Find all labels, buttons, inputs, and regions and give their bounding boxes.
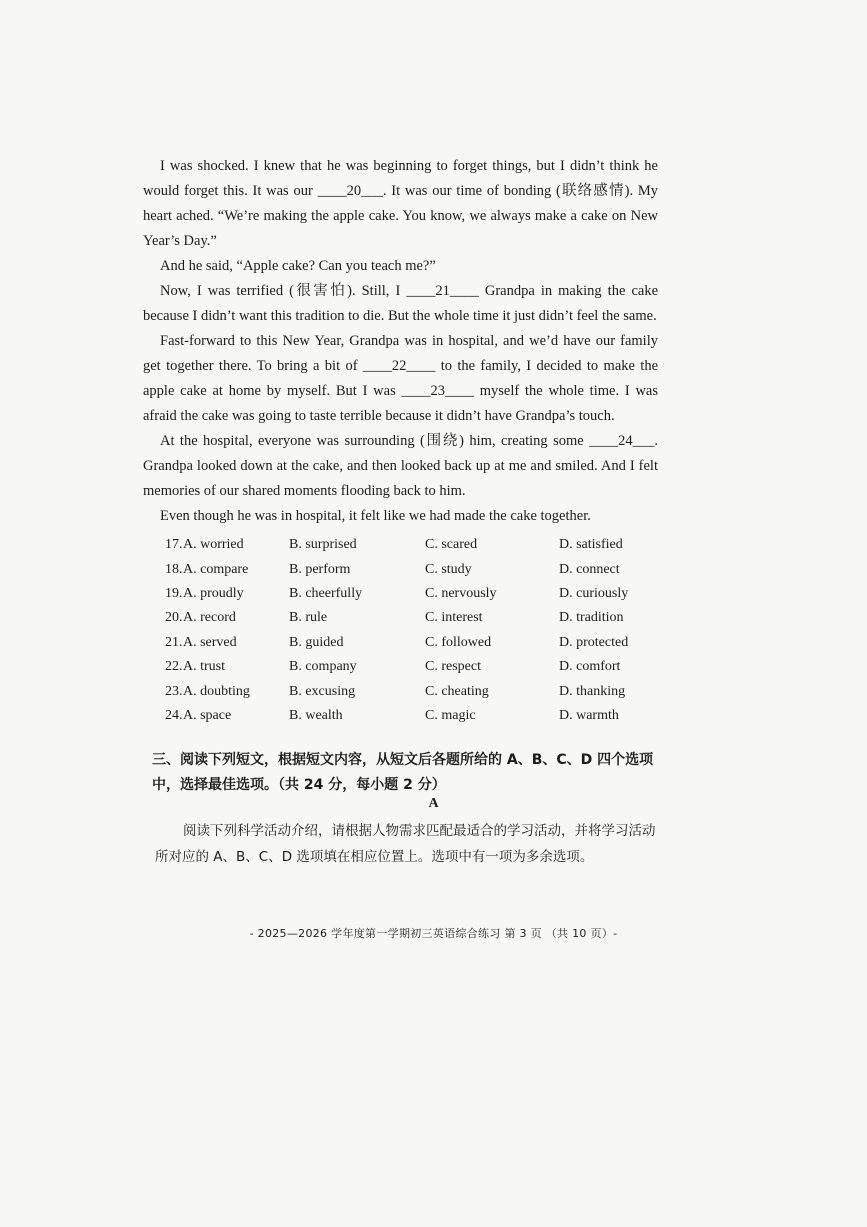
question-number: 19. bbox=[165, 585, 183, 601]
answer-options bbox=[165, 533, 655, 728]
question-number: 22. bbox=[165, 659, 183, 675]
option-row bbox=[165, 533, 655, 557]
option-c: C. interest bbox=[425, 610, 483, 626]
paragraph-6: Even though he was in hospital, it felt like we had made the cake together. bbox=[160, 508, 591, 524]
paragraph-4: Fast-forward to this New Year, Grandpa was in hospital, and we’d have our family get together there. To bring a bit of ____22____ to the family, I decided to make the apple cake at home by myself. But I was ____23____ myself the whole time. I was afraid the cake was going to taste terrible because it didn’t have Grandpa’s touch. bbox=[143, 333, 658, 424]
section-heading: 三、阅读下列短文，根据短文内容，从短文后各题所给的 A、B、C、D 四个选项中，选择最佳选项。（共 24 分，每小题 2 分） bbox=[152, 752, 654, 793]
option-a: A. worried bbox=[183, 537, 244, 553]
question-number: 23. bbox=[165, 683, 183, 699]
passage bbox=[143, 154, 658, 529]
option-a: A. record bbox=[183, 610, 236, 626]
option-a: A. trust bbox=[183, 659, 225, 675]
option-row bbox=[165, 679, 655, 703]
option-b: B. perform bbox=[289, 561, 351, 577]
option-b: B. rule bbox=[289, 610, 328, 626]
option-a: A. proudly bbox=[183, 585, 244, 601]
option-d: D. satisfied bbox=[559, 537, 623, 553]
option-d: D. curiously bbox=[559, 585, 629, 601]
option-b: B. guided bbox=[289, 634, 344, 650]
paragraph-3: Now, I was terrified (很害怕). Still, I ____21____ Grandpa in making the cake because I didn’t want this tradition to die. But the whole time it just didn’t feel the same. bbox=[143, 283, 658, 324]
page-footer: - 2025—2026 学年度第一学期初三英语综合练习 第 3 页 （共 10 页）- bbox=[249, 927, 618, 940]
question-number: 18. bbox=[165, 561, 183, 577]
option-c: C. magic bbox=[425, 707, 476, 723]
option-d: D. warmth bbox=[559, 707, 619, 723]
option-c: C. study bbox=[425, 561, 472, 577]
option-c: C. nervously bbox=[425, 585, 497, 601]
option-b: B. excusing bbox=[289, 683, 356, 699]
option-c: C. respect bbox=[425, 659, 481, 675]
option-b: B. company bbox=[289, 659, 357, 675]
section-letter: A bbox=[428, 796, 439, 811]
option-row bbox=[165, 557, 655, 581]
option-row bbox=[165, 606, 655, 630]
option-row bbox=[165, 582, 655, 606]
paragraph-1: I was shocked. I knew that he was beginning to forget things, but I didn’t think he would forget this. It was our ____20___. It was our time of bonding (联络感情). My heart ached. “We’re making the apple cake. You know, we always make a cake on New Year’s Day.” bbox=[143, 158, 658, 249]
option-c: C. followed bbox=[425, 634, 492, 650]
option-row bbox=[165, 704, 655, 728]
option-a: A. doubting bbox=[183, 683, 250, 699]
question-number: 20. bbox=[165, 610, 183, 626]
question-number: 24. bbox=[165, 707, 183, 723]
option-c: C. cheating bbox=[425, 683, 489, 699]
paragraph-2: And he said, “Apple cake? Can you teach me?” bbox=[160, 258, 436, 274]
option-d: D. connect bbox=[559, 561, 620, 577]
option-a: A. compare bbox=[183, 561, 249, 577]
question-number: 17. bbox=[165, 537, 183, 553]
question-number: 21. bbox=[165, 634, 183, 650]
section-instruction: 阅读下列科学活动介绍，请根据人物需求匹配最适合的学习活动，并将学习活动所对应的 A、B、C、D 选项填在相应位置上。选项中有一项为多余选项。 bbox=[155, 823, 656, 865]
option-b: B. cheerfully bbox=[289, 585, 363, 601]
option-row bbox=[165, 631, 655, 655]
option-a: A. served bbox=[183, 634, 237, 650]
option-d: D. tradition bbox=[559, 610, 624, 626]
option-d: D. thanking bbox=[559, 683, 626, 699]
option-c: C. scared bbox=[425, 537, 478, 553]
option-b: B. wealth bbox=[289, 707, 343, 723]
option-d: D. protected bbox=[559, 634, 629, 650]
option-a: A. space bbox=[183, 707, 232, 723]
option-b: B. surprised bbox=[289, 537, 357, 553]
paragraph-5: At the hospital, everyone was surrounding (围绕) him, creating some ____24___. Grandpa looked down at the cake, and then looked back up at me and smiled. And I felt memories of our shared moments flooding back to him. bbox=[143, 433, 658, 499]
option-row bbox=[165, 655, 655, 679]
option-d: D. comfort bbox=[559, 659, 621, 675]
